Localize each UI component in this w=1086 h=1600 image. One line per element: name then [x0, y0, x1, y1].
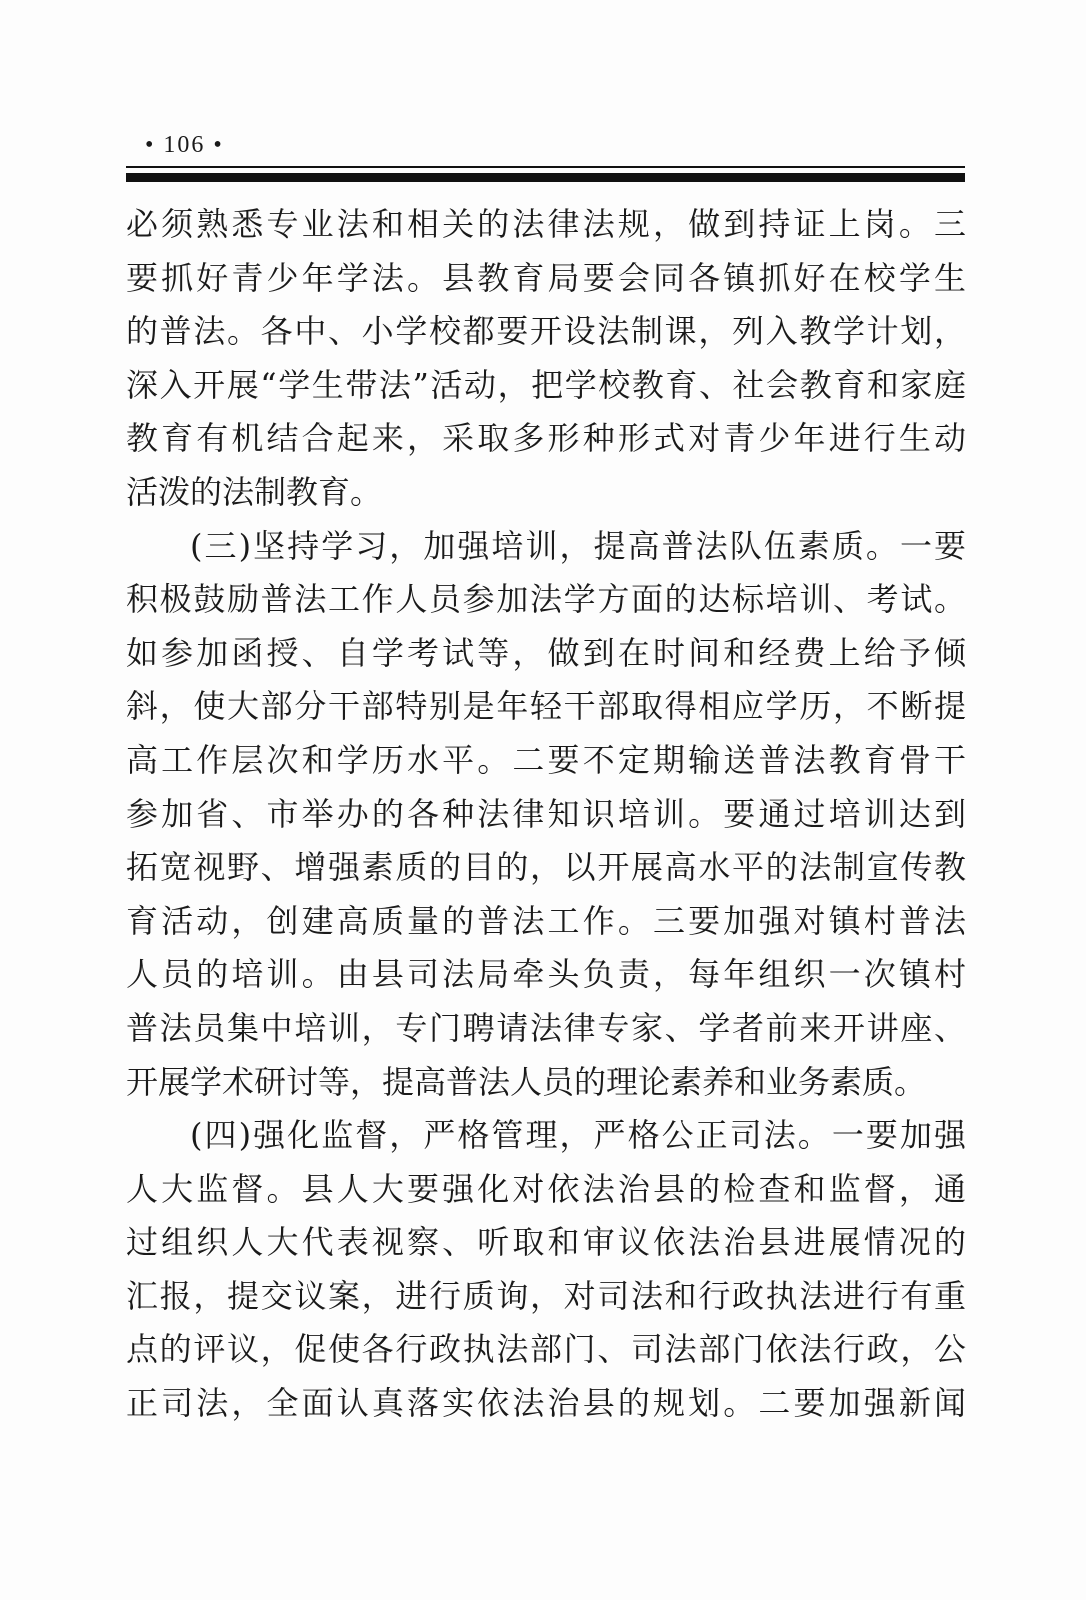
- body-text: [126, 198, 966, 1431]
- text-line: 的普法。各中、小学校都要开设法制课，列入教学计划，: [126, 312, 966, 351]
- text-line: 汇报，提交议案，进行质询，对司法和行政执法进行有重: [126, 1276, 966, 1315]
- page-number: • 106 •: [145, 132, 224, 158]
- text-line: 过组织人大代表视察、听取和审议依法治县进展情况的: [126, 1223, 966, 1262]
- section-heading-line: (三)坚持学习，加强培训，提高普法队伍素质。一要: [190, 526, 966, 565]
- text-line: 人大监督。县人大要强化对依法治县的检查和监督，通: [126, 1169, 966, 1208]
- section-heading-line: (四)强化监督，严格管理，严格公正司法。一要加强: [190, 1116, 966, 1155]
- text-line: 育活动，创建高质量的普法工作。三要加强对镇村普法: [126, 901, 966, 940]
- text-line: 斜，使大部分干部特别是年轻干部取得相应学历，不断提: [126, 687, 966, 726]
- text-line: 深入开展“学生带法”活动，把学校教育、社会教育和家庭: [126, 365, 966, 404]
- text-line: 教育有机结合起来，采取多形种形式对青少年进行生动: [126, 419, 966, 458]
- text-line: 必须熟悉专业法和相关的法律法规，做到持证上岗。三: [126, 205, 966, 243]
- text-line: 高工作层次和学历水平。二要不定期输送普法教育骨干: [126, 740, 966, 779]
- text-line: 正司法，全面认真落实依法治县的规划。二要加强新闻: [126, 1384, 966, 1423]
- text-line: 点的评议，促使各行政执法部门、司法部门依法行政，公: [126, 1330, 966, 1369]
- text-line: 活泼的法制教育。: [126, 472, 383, 511]
- text-line: 拓宽视野、增强素质的目的，以开展高水平的法制宣传教: [126, 848, 966, 887]
- text-line: 参加省、市举办的各种法律知识培训。要通过培训达到: [126, 794, 966, 833]
- header-rule-thin: [126, 166, 965, 168]
- header-rule-thick: [126, 173, 965, 182]
- text-line: 普法员集中培训，专门聘请法律专家、学者前来开讲座、: [126, 1008, 966, 1047]
- text-line: 积极鼓励普法工作人员参加法学方面的达标培训、考试。: [126, 580, 966, 619]
- text-line: 如参加函授、自学考试等，做到在时间和经费上给予倾: [126, 633, 966, 672]
- text-line: 要抓好青少年学法。县教育局要会同各镇抓好在校学生: [126, 258, 966, 297]
- text-line: 人员的培训。由县司法局牵头负责，每年组织一次镇村: [126, 955, 966, 994]
- text-line: 开展学术研讨等，提高普法人员的理论素养和业务素质。: [126, 1062, 927, 1101]
